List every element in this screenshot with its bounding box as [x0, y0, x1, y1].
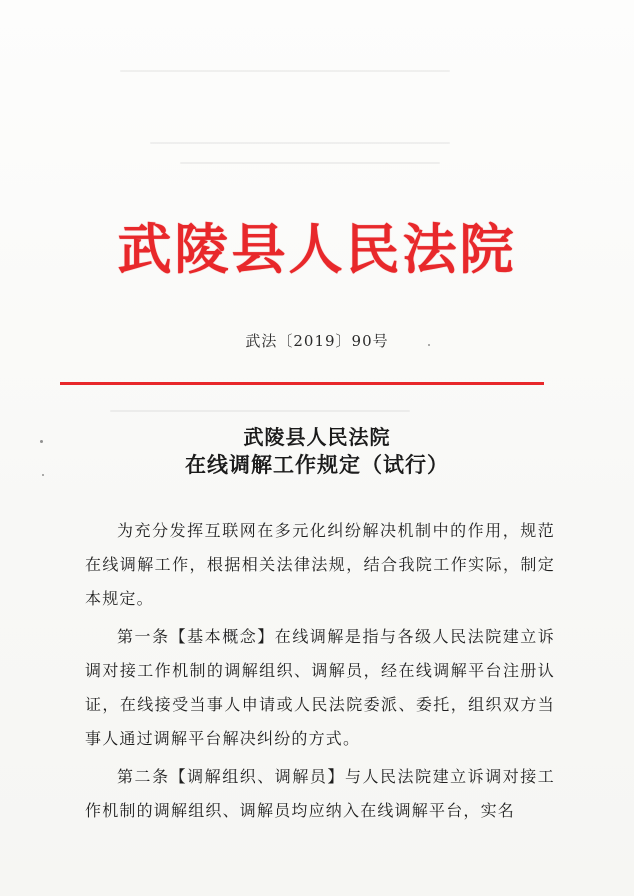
document-title-line2: 在线调解工作规定（试行）: [185, 452, 449, 477]
document-title-line1: 武陵县人民法院: [243, 425, 391, 449]
article-1-text: 在线调解是指与各级人民法院建立诉调对接工作机制的调解组织、调解员，经在线调解平台注册认证，在线接受当事人申请或人民法院委派、委托，组织双方当事人通过调解平台解决纠纷的方式。: [85, 627, 555, 748]
faint-bleed-through-line: [180, 162, 440, 164]
document-number: 武法〔2019〕90号: [245, 332, 389, 350]
paragraph-article-2: [85, 760, 555, 828]
paragraph-preamble: [85, 514, 555, 616]
article-2-heading: 第二条【调解组织、调解员】: [117, 767, 345, 786]
red-separator-line: [60, 382, 544, 385]
preamble-text: 为充分发挥互联网在多元化纠纷解决机制中的作用，规范在线调解工作，根据相关法律法规，结合我院工作实际，制定本规定。: [85, 521, 555, 608]
article-1-heading: 第一条【基本概念】: [117, 627, 275, 646]
faint-bleed-through-line: [110, 410, 410, 412]
faint-bleed-through-line: [150, 142, 450, 144]
document-body: [85, 514, 555, 832]
court-masthead: 武陵县人民法院: [117, 218, 517, 281]
article-2-text: 与人民法院建立诉调对接工作机制的调解组织、调解员均应纳入在线调解平台，实名: [85, 767, 555, 820]
paragraph-article-1: [85, 620, 555, 756]
faint-bleed-through-line: [120, 70, 450, 72]
